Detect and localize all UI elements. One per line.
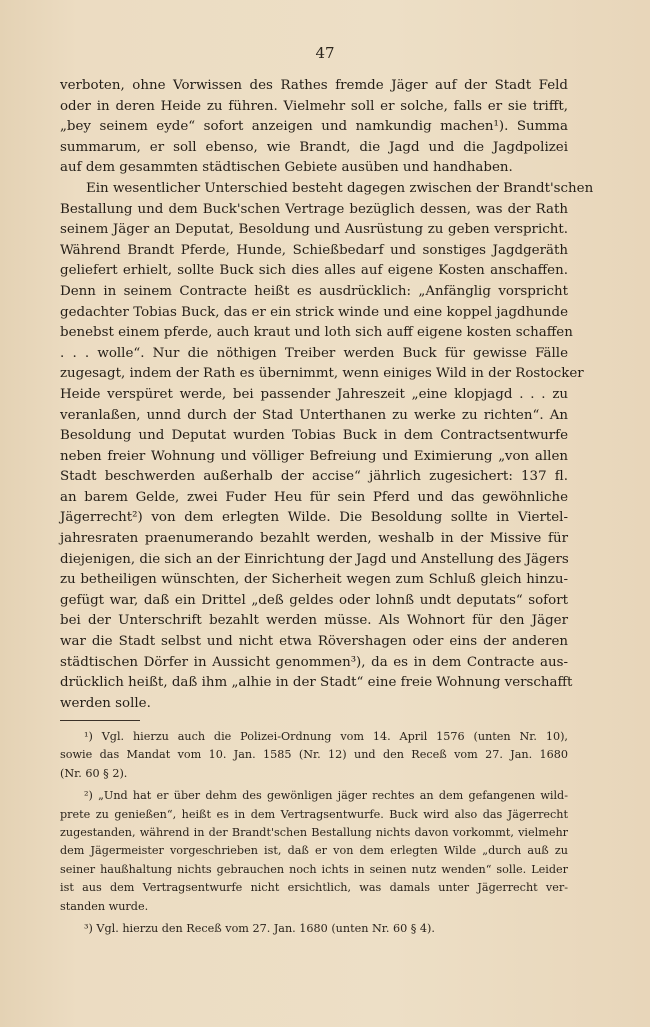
text-line: . . . wolle“. Nur die nöthigen Treiber werden Buck für gewisse Fälle — [60, 345, 568, 361]
text-line: zu betheiligen wünschten, der Sicherheit wegen zum Schluß gleich hinzu- — [60, 572, 568, 588]
text-line: oder in deren Heide zu führen. Vielmehr soll er solche, falls er sie trifft, — [60, 98, 568, 114]
text-line: Stadt beschwerden außerhalb der accise“ jährlich zugesichert: 137 fl. — [60, 469, 568, 485]
text-line: neben freier Wohnung und völliger Befreiung und Eximierung „von allen — [60, 448, 568, 464]
text-line: gefügt war, daß ein Drittel „deß geldes oder lohnß undt deputats“ sofort — [60, 592, 568, 608]
footnote-divider — [60, 720, 140, 721]
footnote-line: ist aus dem Vertragsentwurfe nicht ersichtlich, was damals unter Jägerrecht ver- — [60, 881, 568, 895]
footnote-line: ³) Vgl. hierzu den Receß vom 27. Jan. 1680 (unten Nr. 60 § 4). — [84, 922, 435, 936]
text-line: summarum, er soll ebenso, wie Brandt, die Jagd und die Jagdpolizei — [60, 139, 568, 155]
text-line: Während Brandt Pferde, Hunde, Schießbedarf und sonstiges Jagdgeräth — [60, 242, 568, 258]
text-line: veranlaßen, unnd durch der Stad Unterthanen zu werke zu richten“. An — [60, 407, 568, 423]
text-line: verboten, ohne Vorwissen des Rathes fremde Jäger auf der Stadt Feld — [60, 78, 568, 93]
text-line: zugesagt, indem der Rath es übernimmt, wenn einiges Wild in der Rostocker — [60, 366, 584, 382]
footnote-line: dem Jägermeister vorgeschrieben ist, daß er von dem erlegten Wilde „durch auß zu — [60, 844, 568, 858]
text-line: seinem Jäger an Deputat, Besoldung und Ausrüstung zu geben verspricht. — [60, 222, 568, 238]
text-line: benebst einem pferde, auch kraut und loth sich auff eigene kosten schaffen — [60, 325, 573, 341]
text-line: gedachter Tobias Buck, das er ein strick winde und eine koppel jagdhunde — [60, 304, 568, 320]
text-line: Denn in seinem Contracte heißt es ausdrücklich: „Anfänglig vorspricht — [60, 283, 568, 299]
footnotes — [60, 728, 568, 938]
footnote-line: (Nr. 60 § 2). — [60, 766, 128, 780]
footnote-line: ¹) Vgl. hierzu auch die Polizei-Ordnung vom 14. April 1576 (unten Nr. 10), — [84, 730, 568, 743]
text-line: bei der Unterschrift bezahlt werden müsse. Als Wohnort für den Jäger — [60, 613, 568, 629]
text-line: geliefert erhielt, sollte Buck sich dies alles auf eigene Kosten anschaffen. — [60, 263, 568, 279]
text-line: drücklich heißt, daß ihm „alhie in der Stadt“ eine freie Wohnung verschafft — [60, 675, 573, 691]
text-line: Ein wesentlicher Unterschied besteht dagegen zwischen der Brandt'schen — [86, 180, 594, 196]
text-line: auf dem gesammten städtischen Gebiete ausüben und handhaben. — [60, 160, 513, 176]
footnote-line: ²) „Und hat er über dehm des gewönligen jäger rechtes an dem gefangenen wild- — [84, 789, 568, 803]
footnote-line: standen wurde. — [60, 899, 149, 913]
text-line: städtischen Dörfer in Aussicht genommen³), da es in dem Contracte aus- — [60, 654, 568, 670]
footnote-line: seiner haußhaltung nichts gebrauchen noch ichts in seinen nutz wenden“ solle. Leider — [60, 862, 568, 876]
text-line: an barem Gelde, zwei Fuder Heu für sein Pferd und das gewöhnliche — [60, 489, 568, 505]
text-line: Jägerrecht²) von dem erlegten Wilde. Die Besoldung sollte in Viertel- — [60, 510, 568, 526]
footnote-line: prete zu genießen“, heißt es in dem Vertragsentwurfe. Buck wird also das Jägerrecht — [60, 807, 568, 821]
footnote-line: sowie das Mandat vom 10. Jan. 1585 (Nr. 12) und den Receß vom 27. Jan. 1680 — [60, 748, 568, 762]
page-number: 47 — [315, 44, 335, 62]
text-line: war die Stadt selbst und nicht etwa Rövershagen oder eins der anderen — [60, 634, 568, 650]
footnote-line: zugestanden, während in der Brandt'schen Bestallung nichts davon vorkommt, vielmehr — [60, 826, 568, 840]
text-line: Heide verspüret werde, bei passender Jahreszeit „eine klopjagd . . . zu — [60, 386, 568, 402]
text-line: jahresraten praenumerando bezahlt werden, weshalb in der Missive für — [60, 531, 568, 547]
main-text — [60, 76, 594, 714]
text-line: werden solle. — [60, 695, 151, 711]
text-line: „bey seinem eyde“ sofort anzeigen und namkundig machen¹). Summa — [60, 119, 568, 135]
text-line: Bestallung und dem Buck'schen Vertrage bezüglich dessen, was der Rath — [60, 201, 568, 217]
text-line: diejenigen, die sich an der Einrichtung der Jagd und Anstellung des Jägers — [60, 551, 569, 567]
text-line: Besoldung und Deputat wurden Tobias Buck in dem Contractsentwurfe — [60, 428, 568, 444]
